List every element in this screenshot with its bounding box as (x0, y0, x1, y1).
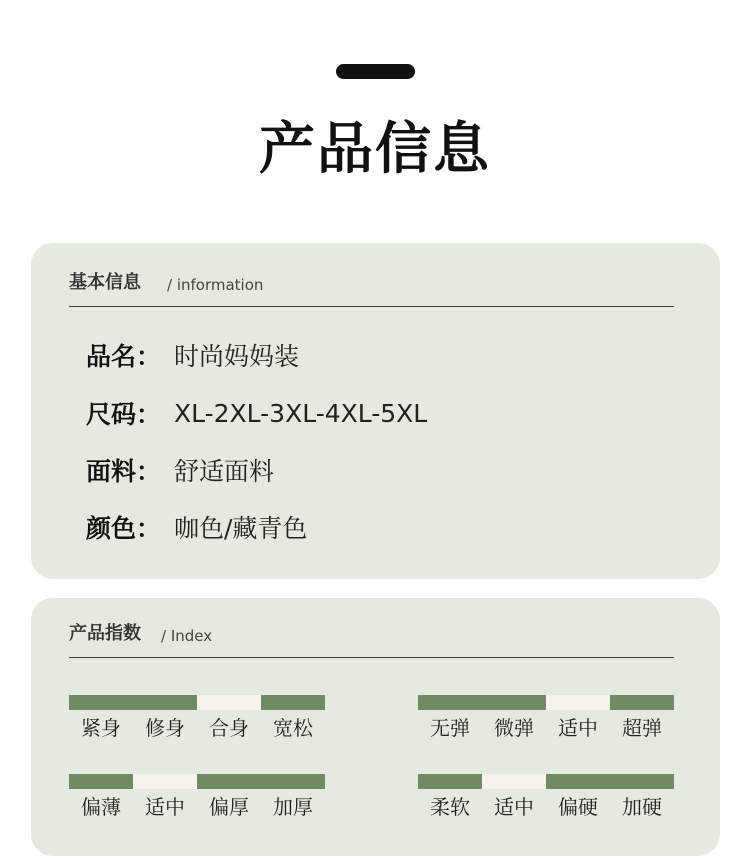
scale-label: 加硬 (622, 795, 662, 819)
page-title: 产品信息 (259, 117, 491, 182)
info-row-name (86, 335, 299, 375)
basic-info-title: 基本信息 (69, 272, 141, 293)
basic-info-card (31, 243, 720, 579)
info-value: XL-2XL-3XL-4XL-5XL (174, 398, 428, 428)
thickness-scale (69, 774, 325, 824)
scale-segment (482, 774, 546, 789)
thickness-scale-bar (69, 774, 325, 789)
info-label: 面料： (86, 457, 162, 486)
softness-scale-bar (418, 774, 674, 789)
info-value: 咖色/藏青色 (174, 514, 308, 543)
scale-label: 合身 (209, 716, 249, 740)
scale-label: 修身 (145, 716, 185, 740)
scale-label: 微弹 (494, 716, 534, 740)
scale-segment (197, 774, 261, 789)
title-decoration-bar (336, 64, 415, 79)
info-row-size (86, 393, 427, 433)
elasticity-scale (418, 695, 674, 745)
scale-segment (69, 695, 133, 710)
scale-label: 超弹 (622, 716, 662, 740)
basic-info-subtitle: / information (167, 276, 264, 294)
scale-label: 偏薄 (81, 795, 121, 819)
scale-segment (482, 695, 546, 710)
basic-info-header (69, 247, 674, 307)
info-value: 舒适面料 (174, 457, 275, 486)
scale-segment (261, 774, 325, 789)
scale-segment (133, 774, 197, 789)
scale-label: 加厚 (273, 795, 313, 819)
scale-segment (610, 774, 674, 789)
scale-segment (418, 695, 482, 710)
product-index-subtitle: / Index (161, 627, 213, 645)
scale-label: 宽松 (273, 716, 313, 740)
info-row-color (86, 507, 307, 547)
scale-segment (546, 695, 610, 710)
scale-label: 适中 (494, 795, 534, 819)
scale-label: 偏厚 (209, 795, 249, 819)
product-index-header (69, 598, 674, 658)
softness-scale (418, 774, 674, 824)
scale-label: 无弹 (430, 716, 470, 740)
scale-segment (69, 774, 133, 789)
elasticity-scale-bar (418, 695, 674, 710)
product-index-card (31, 598, 720, 856)
scale-label: 柔软 (430, 795, 470, 819)
scale-segment (261, 695, 325, 710)
scale-label: 紧身 (81, 716, 121, 740)
scale-segment (418, 774, 482, 789)
fit-scale (69, 695, 325, 745)
scale-label: 适中 (558, 716, 598, 740)
info-value: 时尚妈妈装 (174, 342, 300, 371)
info-row-fabric (86, 450, 274, 490)
info-label: 尺码： (86, 400, 162, 429)
fit-scale-bar (69, 695, 325, 710)
product-index-title: 产品指数 (69, 623, 141, 644)
scale-label: 适中 (145, 795, 185, 819)
scale-segment (197, 695, 261, 710)
scale-segment (133, 695, 197, 710)
scale-segment (546, 774, 610, 789)
info-label: 颜色： (86, 514, 162, 543)
scale-label: 偏硬 (558, 795, 598, 819)
scale-segment (610, 695, 674, 710)
info-label: 品名： (86, 342, 162, 371)
